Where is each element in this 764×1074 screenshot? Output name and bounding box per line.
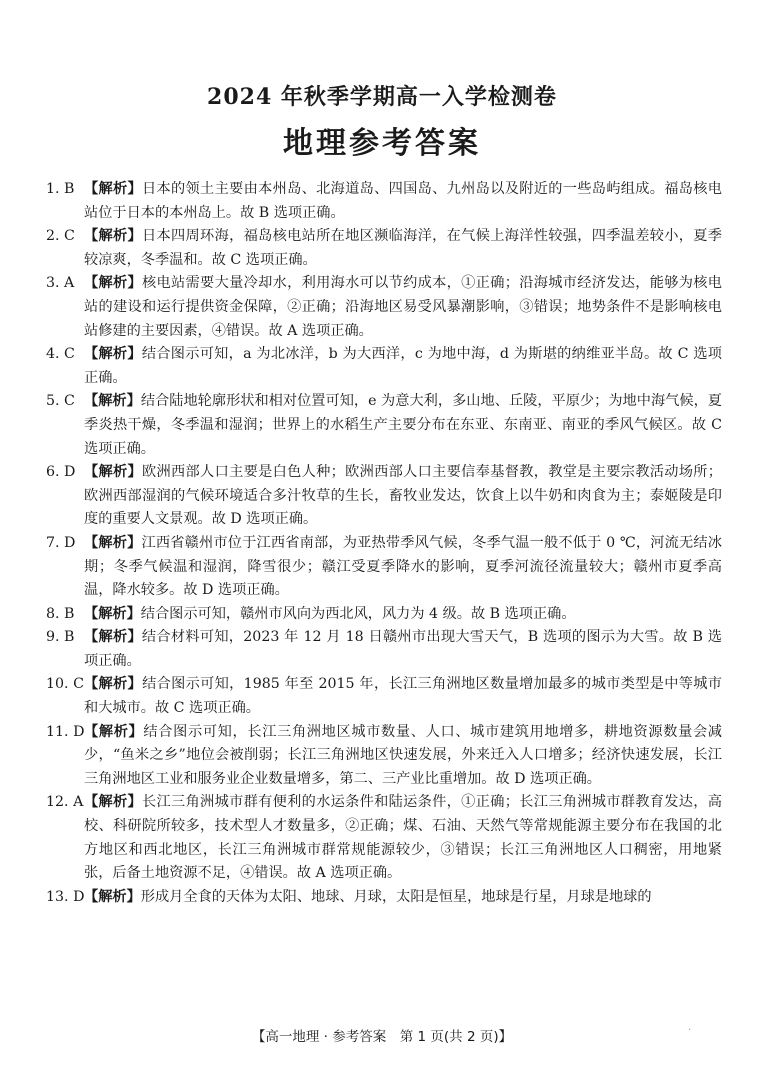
analysis-text: 结合图示可知，1985 年至 2015 年，长江三角洲地区数量增加最多的城市类型是中等城市和大城市。故 C 选项正确。 (84, 676, 722, 717)
answer-number: 13. D (46, 888, 85, 905)
answer-item (46, 343, 722, 390)
analysis-text: 核电站需要大量冷却水，利用海水可以节约成本，①正确；沿海城市经济发达，能够为核电站的建设和运行提供资金保障，②正确；沿海地区易受风暴潮影响，③错误；地势条件不是影响核电站修建的主要因素，④错误。故 A 选项正确。 (84, 275, 722, 339)
answer-item (46, 461, 722, 532)
answer-item (46, 721, 722, 792)
answer-key-title: 地理参考答案 (283, 126, 481, 161)
analysis-tag: 【解析】 (84, 228, 143, 245)
answer-number: 7. D (46, 534, 76, 551)
analysis-tag: 【解析】 (84, 393, 141, 410)
exam-title: 2024 年秋季学期高一入学检测卷 (207, 84, 557, 110)
analysis-tag: 【解析】 (84, 888, 141, 905)
answer-item (46, 225, 722, 272)
analysis-text: 形成月全食的天体为太阳、地球、月球，太阳是恒星，地球是行星，月球是地球的 (140, 888, 652, 905)
analysis-text: 日本四周环海，福岛核电站所在地区濒临海洋，在气候上海洋性较强，四季温差较小，夏季较凉爽，冬季温和。故 C 选项正确。 (84, 228, 722, 268)
analysis-tag: 【解析】 (84, 464, 143, 481)
answer-number: 3. A (46, 275, 75, 292)
analysis-text: 结合图示可知，a 为北冰洋，b 为大西洋，c 为地中海，d 为斯堪的纳维亚半岛。故 C 选项正确。 (84, 346, 722, 386)
answer-item (46, 673, 722, 720)
analysis-tag: 【解析】 (84, 181, 143, 197)
answer-item (46, 791, 722, 885)
answer-item (46, 272, 722, 343)
analysis-text: 日本的领土主要由本州岛、北海道岛、四国岛、九州岛以及附近的一些岛屿组成。福岛核电站位于日本的本州岛上。故 B 选项正确。 (84, 181, 722, 221)
answer-number: 8. B (46, 605, 75, 622)
analysis-text: 结合图示可知，长江三角洲地区城市数量、人口、城市建筑用地增多，耕地资源数量会减少，“鱼米之乡”地位会被削弱；长江三角洲地区快速发展，外来迁入人口增多；经济快速发展，长江三角洲地区工业和服务业企业数量增多，第二、三产业比重增加。故 D 选项正确。 (84, 723, 722, 787)
analysis-text: 结合图示可知，赣州市风向为西北风，风力为 4 级。故 B 选项正确。 (140, 605, 576, 622)
answer-number: 4. C (46, 346, 75, 363)
answer-number: 12. A (46, 794, 84, 811)
analysis-text: 结合材料可知，2023 年 12 月 18 日赣州市出现大雪天气，B 选项的图示为大雪。故 B 选项正确。 (84, 629, 722, 669)
answer-number: 2. C (46, 228, 75, 245)
answer-item (46, 390, 722, 461)
answer-number: 6. D (46, 464, 76, 481)
answer-number: 5. C (46, 393, 75, 410)
analysis-text: 江西省赣州市位于江西省南部，为亚热带季风气候，冬季气温一般不低于 0 ℃，河流无结冰期；冬季气候温和湿润，降雪很少；赣江受夏季降水的影响，夏季河流径流量较大；赣州市夏季高温，降水较多。故 D 选项正确。 (84, 534, 722, 599)
page-footer: 【高一地理 · 参考答案 第 1 页(共 2 页)】 (251, 1029, 513, 1045)
answer-item (46, 178, 722, 225)
analysis-tag: 【解析】 (84, 275, 143, 292)
analysis-tag: 【解析】 (84, 534, 142, 551)
analysis-text: 长江三角洲城市群有便利的水运条件和陆运条件，①正确；长江三角洲城市群教育发达，高校、科研院所较多，技术型人才数量多，②正确；煤、石油、天然气等常规能源主要分布在我国的北方地区和西北地区，长江三角洲城市群常规能源较少，③错误；长江三角洲地区人口稠密，用地紧张，后备土地资源不足，④错误。故 A 选项正确。 (84, 794, 722, 882)
analysis-text: 欧洲西部人口主要是白色人种；欧洲西部人口主要信奉基督教，教堂是主要宗教活动场所；欧洲西部湿润的气候环境适合多汁牧草的生长，畜牧业发达，饮食上以牛奶和肉食为主；泰姬陵是印度的重要人文景观。故 D 选项正确。 (84, 464, 722, 528)
answer-item (46, 603, 722, 627)
answer-item (46, 626, 722, 673)
answer-number: 1. B (46, 181, 75, 197)
analysis-tag: 【解析】 (84, 794, 143, 811)
answer-number: 10. C (46, 676, 84, 693)
answer-number: 9. B (46, 629, 75, 646)
analysis-tag: 【解析】 (84, 723, 144, 740)
analysis-text: 结合陆地轮廓形状和相对位置可知，e 为意大利，多山地、丘陵，平原少；为地中海气候，夏季炎热干燥，冬季温和湿润；世界上的水稻生产主要分布在东亚、东南亚、南亚的季风气候区。故 C 选项正确。 (84, 393, 722, 457)
analysis-tag: 【解析】 (84, 605, 141, 622)
analysis-tag: 【解析】 (84, 346, 142, 363)
analysis-tag: 【解析】 (84, 676, 143, 693)
answer-item (46, 886, 722, 910)
answer-number: 11. D (46, 723, 85, 740)
answer-item (46, 532, 722, 603)
scan-mark: . (688, 1022, 692, 1033)
analysis-tag: 【解析】 (84, 629, 142, 646)
answer-list (46, 178, 722, 909)
